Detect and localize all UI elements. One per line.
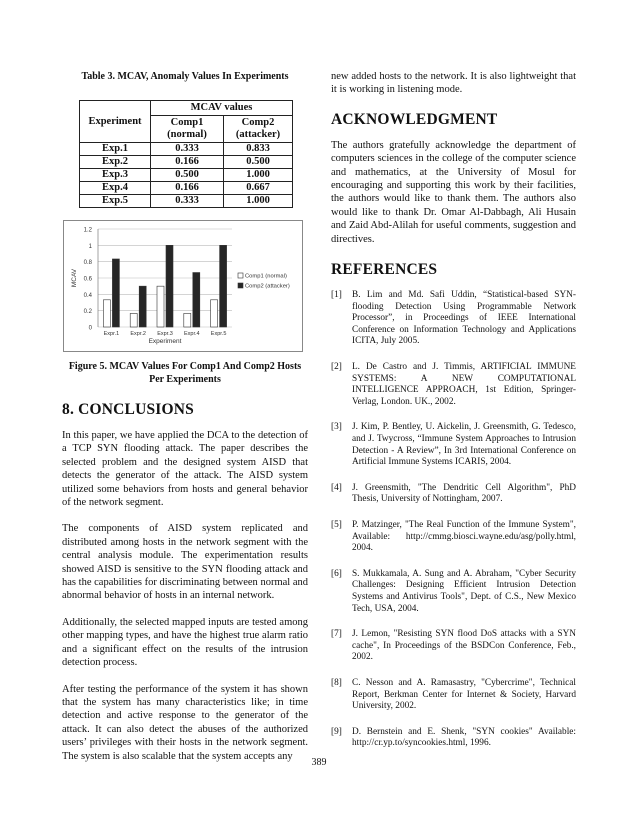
bar-comp2	[112, 259, 119, 327]
cell-exp: Exp.5	[80, 195, 151, 208]
reference-number: [1]	[331, 290, 342, 301]
reference-text: B. Lim and Md. Safi Uddin, “Statistical-based SYN-flooding Detection Using Programmable Network Processor”, in Proceedings of IEEE International Conference on Information Technology and Applications ICITA, July 2005.	[352, 290, 576, 347]
bar-comp2	[166, 245, 173, 327]
reference-number: [9]	[331, 726, 342, 737]
right-column	[331, 70, 576, 750]
table-row	[80, 156, 293, 169]
cell-comp2: 1.000	[224, 169, 293, 182]
reference-number: [5]	[331, 519, 342, 530]
x-tick-label: Expr.2	[130, 331, 146, 337]
cell-exp: Exp.3	[80, 169, 151, 182]
conclusions-paragraph: The components of AISD system replicated and distributed among hosts in the network segment with the central analysis module. The experimentation results showed AISD is sensitive to the SYN flooding attack and has the capabilities for discriminating between normal and abnormal behavior of hosts in an internal network.	[62, 523, 308, 602]
mcav-table	[79, 100, 293, 208]
reference-text: J. Kim, P. Bentley, U. Aickelin, J. Greensmith, G. Tedesco, and J. Twycross, “Immune System Approaches to Intrusion Detection - A Review”, In 3rd International Conference on Artificial Immune Systems ICARIS, 2004.	[352, 422, 576, 468]
cell-exp: Exp.2	[80, 156, 151, 169]
reference-item	[331, 422, 576, 468]
table-row	[80, 182, 293, 195]
reference-text: J. Lemon, "Resisting SYN flood DoS attacks with a SYN cache", In Proceedings of the BSDCon Conference, Feb., 2002.	[352, 629, 576, 663]
cell-comp1: 0.166	[151, 156, 224, 169]
mcav-chart	[63, 220, 303, 352]
y-tick-label: 0	[88, 325, 92, 332]
cell-exp: Exp.4	[80, 182, 151, 195]
reference-text: D. Bernstein and E. Shenk, "SYN cookies" Available: http://cr.yp.to/syncookies.html, 1996.	[352, 726, 576, 749]
y-tick-label: 0.6	[83, 276, 92, 283]
reference-item	[331, 727, 576, 750]
continuation-text: new added hosts to the network. It is also lightweight that it is working in listening mode.	[331, 71, 576, 96]
x-tick-label: Expr.3	[157, 331, 173, 337]
y-tick-label: 0.8	[83, 260, 92, 267]
bar-comp1	[103, 300, 110, 327]
cell-comp2: 0.500	[224, 156, 293, 169]
y-tick-label: 0.2	[83, 309, 92, 316]
reference-item	[331, 629, 576, 664]
legend-label: Comp1 (normal)	[245, 273, 287, 280]
table-header-group: MCAV values	[151, 101, 293, 116]
cell-comp2: 1.000	[224, 195, 293, 208]
reference-item	[331, 678, 576, 713]
table-header-experiment: Experiment	[80, 101, 151, 143]
reference-text: J. Greensmith, "The Dendritic Cell Algorithm", PhD Thesis, University of Nottingham, 2007.	[352, 482, 576, 505]
conclusions-paragraph: After testing the performance of the system it has shown that the system has many characteristics like; in time detection and active response to the generator of the attack. It can also detect the abuses of the authorized users’ privileges with their hosts in the network segment. The system is also scalable that the system accepts any	[62, 683, 308, 762]
cell-comp1: 0.500	[151, 169, 224, 182]
conclusions-paragraph: In this paper, we have applied the DCA to the detection of a TCP SYN flooding attack. The paper describes the selected problem and the designed system AISD that detects the generator of the attack. The AISD system utilized some behaviors from hosts and general behavior of the network segment.	[62, 430, 308, 509]
y-tick-label: 0.4	[83, 292, 92, 299]
cell-comp1: 0.333	[151, 195, 224, 208]
figure-caption: Figure 5. MCAV Values For Comp1 And Comp2 Hosts Per Experiments	[68, 361, 302, 385]
reference-number: [4]	[331, 482, 342, 493]
conclusions-heading: 8. CONCLUSIONS	[62, 401, 194, 418]
comp1-sublabel: (normal)	[167, 129, 207, 140]
reference-number: [6]	[331, 568, 342, 579]
reference-item	[331, 290, 576, 348]
table-row	[80, 195, 293, 208]
cell-comp2: 0.667	[224, 182, 293, 195]
x-tick-label: Expr.4	[184, 331, 200, 337]
acknowledgment-text: The authors gratefully acknowledge the department of computers sciences in the college of the computer science and mathematics, at the University of Mosul for encouraging and supporting this work by their facilities, the authors would like to thank them. The authors also would like to thank Dr. Omar Al-Dabbagh, Ali Husain and Zaid Abd-Alilah for useful comments, suggestion and directives.	[331, 139, 576, 245]
reference-number: [2]	[331, 362, 342, 373]
reference-text: L. De Castro and J. Timmis, ARTIFICIAL IMMUNE SYSTEMS: A NEW COMPUTATIONAL INTELLIGENCE APPROACH, 1st Edition, Springer-Verlag, London. UK., 2002.	[352, 362, 576, 407]
comp2-sublabel: (attacker)	[235, 129, 281, 140]
y-tick-label: 1.2	[83, 227, 92, 234]
y-tick-label: 1	[88, 243, 92, 250]
reference-number: [7]	[331, 629, 342, 640]
cell-comp1: 0.333	[151, 143, 224, 156]
reference-item	[331, 362, 576, 408]
page-number: 389	[311, 757, 327, 768]
references-list	[331, 290, 576, 750]
bar-comp1	[157, 286, 164, 327]
cell-comp2: 0.833	[224, 143, 293, 156]
references-heading: REFERENCES	[331, 261, 438, 279]
bar-comp1	[130, 313, 137, 327]
acknowledgment-heading: ACKNOWLEDGMENT	[331, 110, 498, 128]
table-header-comp1	[151, 116, 224, 143]
x-tick-label: Expr.5	[210, 331, 227, 337]
reference-number: [8]	[331, 677, 342, 688]
bar-comp2	[139, 286, 146, 327]
x-axis-label: Experiment	[148, 338, 182, 345]
reference-item	[331, 520, 576, 555]
table-row	[80, 143, 293, 156]
cell-comp1: 0.166	[151, 182, 224, 195]
reference-item	[331, 483, 576, 506]
legend-label: Comp2 (attacker)	[245, 283, 290, 290]
bar-comp1	[211, 300, 218, 327]
left-column	[62, 70, 308, 763]
reference-item	[331, 569, 576, 615]
comp2-label: Comp2	[241, 117, 275, 128]
bar-comp1	[184, 313, 191, 327]
x-tick-label: Expr.1	[103, 331, 120, 337]
mcav-chart-svg	[64, 221, 302, 351]
reference-text: C. Nesson and A. Ramasastry, "Cybercrime", Technical Report, Berkman Center for Internet & Society, Harvard University, 2002.	[352, 677, 576, 712]
reference-number: [3]	[331, 422, 342, 433]
table-row	[80, 169, 293, 182]
cell-exp: Exp.1	[80, 143, 151, 156]
bar-comp2	[193, 273, 200, 327]
comp1-label: Comp1	[170, 117, 204, 128]
reference-text: P. Matzinger, "The Real Function of the Immune System", Available: http://cmmg.biosci.wayne.edu/asg/polly.html, 2004.	[352, 519, 576, 554]
table-header-comp2	[224, 116, 293, 143]
legend-swatch	[238, 283, 243, 288]
bar-comp2	[220, 245, 227, 327]
table-caption: Table 3. MCAV, Anomaly Values In Experiments	[81, 71, 289, 82]
legend-swatch	[238, 273, 243, 278]
y-axis-label: MCAV	[71, 268, 78, 288]
conclusions-paragraph: Additionally, the selected mapped inputs are tested among other mapping types, and have the highest true alarm ratio and a significant effect on the results of the intrusion detection process.	[62, 616, 308, 669]
reference-text: S. Mukkamala, A. Sung and A. Abraham, "Cyber Security Challenges: Designing Efficient Intrusion Detection Systems and Antivirus Tools", Dept. of C.S., New Mexico Tech, USA, 2004.	[352, 568, 576, 614]
